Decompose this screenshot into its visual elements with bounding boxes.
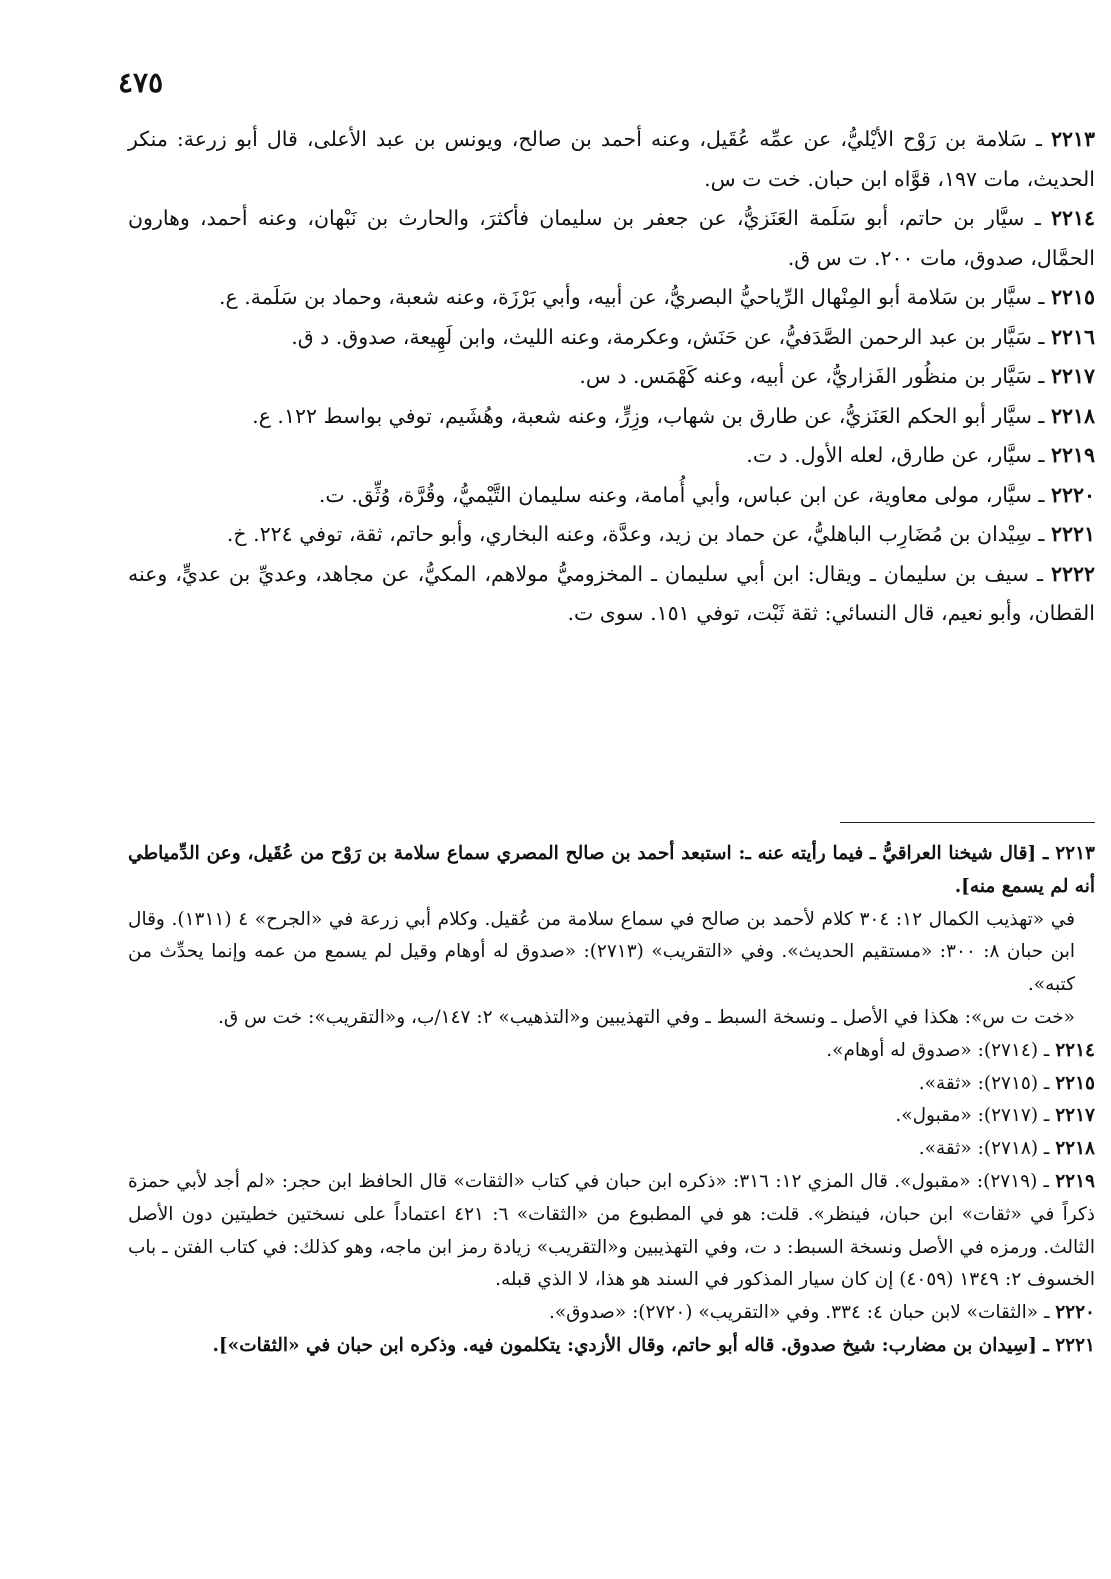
main-entries — [128, 120, 1095, 634]
entry-text: ـ سيَّار أبو الحكم العَنَزيُّ، عن طارق بن شهاب، وزِرٍّ، وعنه شعبة، وهُشَيم، توفي بواسط ١٢٢. ع. — [252, 403, 1045, 428]
entry-text: ـ سيَّار، عن طارق، لعله الأول. د ت. — [746, 443, 1045, 467]
footnote-entry — [128, 1297, 1095, 1330]
footnote-text: ـ (٢٧١٧): «مقبول». — [895, 1105, 1050, 1127]
footnote-divider — [840, 822, 1095, 823]
biography-entry — [128, 357, 1095, 397]
footnote-number: ٢٢١٣ — [1055, 843, 1095, 864]
entry-number: ٢٢١٨ — [1050, 403, 1095, 428]
footnote-text: ـ [قال شيخنا العراقيُّ ـ فيما رأيته عنه ـ: استبعد أحمد بن صالح المصري سماع سلامة بن رَوْح من عُقَيل، وعن الدِّمياطي أنه لم يسمع منه]. — [128, 843, 1095, 897]
footnote-entry — [128, 904, 1095, 1002]
entry-text: ـ سيَّار بن حاتم، أبو سَلَمة العَنَزيُّ، عن جعفر بن سليمان فأكثرَ، والحارث بن نَبْهان، وعنه أحمد، وهارون الحمَّال، صدوق، مات ٢٠٠. ت س ق. — [128, 206, 1095, 270]
entry-number: ٢٢٢٢ — [1050, 561, 1095, 586]
entry-number: ٢٢١٩ — [1050, 443, 1095, 467]
footnote-text: ـ (٢٧١٥): «ثقة». — [918, 1072, 1050, 1094]
footnote-text: «خت ت س»: هكذا في الأصل ـ ونسخة السبط ـ وفي التهذيبين و«التذهيب» ٢: ١٤٧/ب، و«التقريب»: خت س ق. — [218, 1006, 1075, 1028]
biography-entry — [128, 476, 1095, 516]
biography-entry — [128, 555, 1095, 634]
footnote-entry — [128, 1035, 1095, 1068]
footnote-text: ـ (٢٧١٨): «ثقة». — [918, 1138, 1050, 1160]
entry-number: ٢٢١٥ — [1050, 285, 1095, 309]
entry-number: ٢٢٢٠ — [1050, 482, 1095, 507]
entry-number: ٢٢١٧ — [1050, 364, 1095, 388]
entry-text: ـ سيف بن سليمان ـ ويقال: ابن أبي سليمان ـ المخزوميُّ مولاهم، المكيُّ، عن مجاهد، وعديِّ بن عديٍّ، وعنه القطان، وأبو نعيم، قال النسائي: ثقة ثَبْت، توفي ١٥١. سوى ت. — [128, 561, 1095, 625]
footnote-entry — [128, 1002, 1095, 1035]
biography-entry — [128, 278, 1095, 318]
entry-text: ـ سِيْدان بن مُضَارِب الباهليُّ، عن حماد بن زيد، وعدَّة، وعنه البخاري، وأبو حاتم، ثقة، توفي ٢٢٤. خ. — [226, 522, 1045, 546]
entry-number: ٢٢١٣ — [1050, 127, 1095, 151]
footnote-text: ـ (٢٧١٩): «مقبول». قال المزي ١٢: ٣١٦: «ذكره ابن حبان في كتاب «الثقات» قال الحافظ ابن حجر: «لم أجد لأبي حمزة ذكراً في «ثقات» ابن حبان، فينظر». قلت: هو في المطبوع من «الثقات» ٦: ٤٢١ اعتماداً على نسختين خطيتين دون الأصل الثالث. ورمزه في الأصل ونسخة السبط: د ت، وفي التهذيبين و«التقريب» زيادة رمز ابن ماجه، وهو كذلك: في كتاب الفتن ـ باب الخسوف ٢: ١٣٤٩ (٤٠٥٩) إن كان سيار المذكور في السند هو هذا، لا الذي قبله. — [128, 1170, 1095, 1291]
footnote-number: ٢٢١٤ — [1055, 1039, 1095, 1061]
footnote-text: في «تهذيب الكمال ١٢: ٣٠٤ كلام لأحمد بن صالح في سماع سلامة من عُقيل. وكلام أبي زرعة في «الجرح» ٤ (١٣١١). وقال ابن حبان ٨: ٣٠٠: «مستقيم الحديث». وفي «التقريب» (٢٧١٣): «صدوق له أوهام وقيل لم يسمع من عمه وإنما يحدِّث من كتبه». — [128, 908, 1075, 996]
biography-entry — [128, 318, 1095, 358]
entry-number: ٢٢١٤ — [1050, 206, 1095, 230]
footnote-entry — [128, 1166, 1095, 1297]
footnote-number: ٢٢١٨ — [1055, 1138, 1095, 1160]
biography-entry — [128, 120, 1095, 199]
footnote-number: ٢٢٢٠ — [1055, 1302, 1095, 1324]
footnotes — [128, 838, 1095, 1363]
footnote-entry — [128, 1100, 1095, 1133]
entry-text: ـ سيَّار بن سَلامة أبو المِنْهال الرِّياحيُّ البصريُّ، عن أبيه، وأبي بَرْزَة، وعنه شعبة، وحماد بن سَلَمة. ع. — [218, 285, 1045, 309]
biography-entry — [128, 436, 1095, 476]
entry-number: ٢٢٢١ — [1050, 522, 1095, 546]
footnote-number: ٢٢١٥ — [1055, 1072, 1095, 1094]
entry-text: ـ سَيَّار بن منظُور الفَزاريُّ، عن أبيه، وعنه كَهْمَس. د س. — [579, 364, 1045, 388]
footnote-number: ٢٢١٩ — [1055, 1170, 1095, 1192]
footnote-text: ـ (٢٧١٤): «صدوق له أوهام». — [826, 1039, 1050, 1061]
biography-entry — [128, 199, 1095, 278]
biography-entry — [128, 397, 1095, 437]
footnote-number: ٢٢١٧ — [1055, 1105, 1095, 1127]
footnote-entry — [128, 1133, 1095, 1166]
page-number: ٤٧٥ — [118, 66, 164, 99]
footnote-entry — [128, 1068, 1095, 1101]
entry-number: ٢٢١٦ — [1050, 324, 1095, 349]
footnote-number: ٢٢٢١ — [1055, 1334, 1095, 1356]
footnote-entry — [128, 838, 1095, 904]
footnote-text: ـ [سِيدان بن مضارب: شيخ صدوق. قاله أبو حاتم، وقال الأزدي: يتكلمون فيه. وذكره ابن حبان في «الثقات»]. — [212, 1334, 1049, 1356]
footnote-entry — [128, 1330, 1095, 1363]
biography-entry — [128, 515, 1095, 555]
footnote-text: ـ «الثقات» لابن حبان ٤: ٣٣٤. وفي «التقريب» (٢٧٢٠): «صدوق». — [548, 1302, 1050, 1324]
entry-text: ـ سيَّار، مولى معاوية، عن ابن عباس، وأبي أُمامة، وعنه سليمان التَّيْميُّ، وقُرَّة، وُثِّق. ت. — [318, 482, 1045, 507]
entry-text: ـ سَلامة بن رَوْح الأيْليُّ، عن عمِّه عُقَيل، وعنه أحمد بن صالح، ويونس بن عبد الأعلى، قال أبو زرعة: منكر الحديث، مات ١٩٧، قوَّاه ابن حبان. خت ت س. — [128, 127, 1095, 191]
entry-text: ـ سَيَّار بن عبد الرحمن الصَّدَفيُّ، عن حَنَش، وعكرمة، وعنه الليث، وابن لَهِيعة، صدوق. د ق. — [291, 324, 1045, 349]
